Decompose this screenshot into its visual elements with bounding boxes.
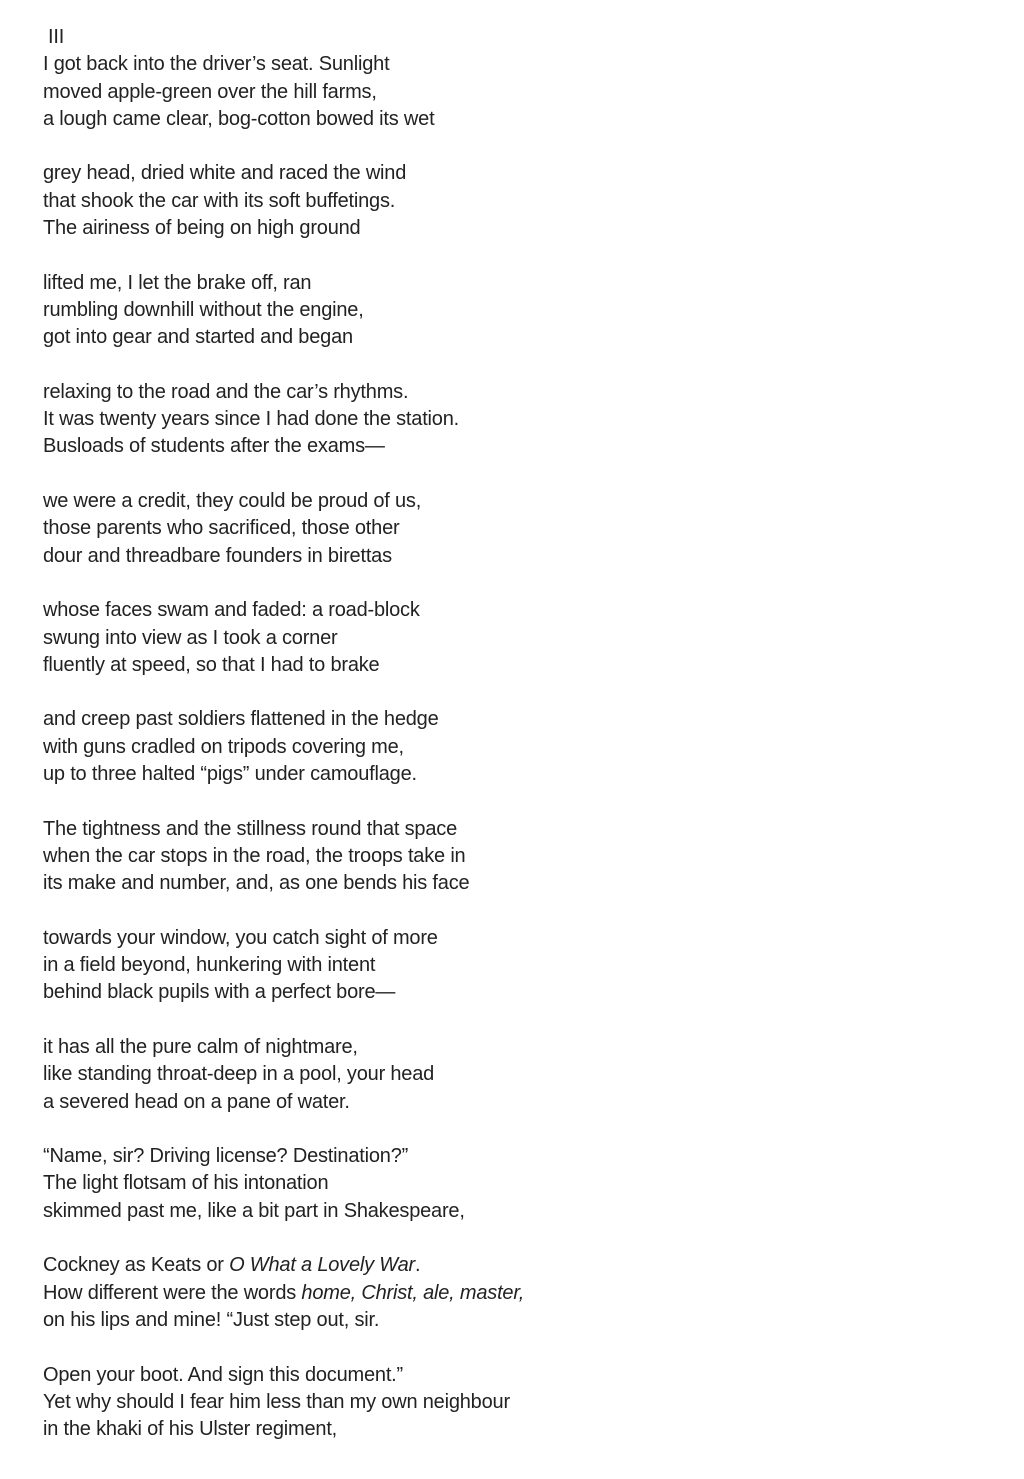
poem-line: got into gear and started and began <box>43 326 353 349</box>
poem-line <box>43 1280 1003 1307</box>
poem-line: dour and threadbare founders in birettas <box>43 544 392 567</box>
poem-line: whose faces swam and faded: a road-block <box>43 599 420 622</box>
poem-line: The tightness and the stillness round that space <box>43 817 457 840</box>
poem-text: Cockney as Keats or <box>43 1254 230 1277</box>
stanza-4 <box>43 379 1003 461</box>
stanza-2 <box>43 160 1003 242</box>
poem-line: fluently at speed, so that I had to brake <box>43 653 380 676</box>
poem-line: The light flotsam of his intonation <box>43 1172 329 1195</box>
stanza-6 <box>43 597 1003 679</box>
poem-line: its make and number, and, as one bends his face <box>43 872 470 895</box>
poem-line: a lough came clear, bog-cotton bowed its wet <box>43 107 435 130</box>
stanza-1 <box>43 51 1003 133</box>
poem-line: relaxing to the road and the car’s rhythms. <box>43 380 409 403</box>
italic-words: home, Christ, ale, master, <box>301 1281 525 1304</box>
stanza-12 <box>43 1252 1003 1334</box>
stanza-11 <box>43 1143 1003 1225</box>
poem-line: it has all the pure calm of nightmare, <box>43 1035 358 1058</box>
poem-line: Yet why should I fear him less than my own neighbour <box>43 1390 510 1413</box>
poem-line: Busloads of students after the exams— <box>43 435 385 458</box>
poem-line: I got back into the driver’s seat. Sunlight <box>43 53 390 76</box>
stanza-5 <box>43 488 1003 570</box>
poem-text: How different were the words <box>43 1281 302 1304</box>
poem-line: towards your window, you catch sight of more <box>43 926 438 949</box>
stanza-9 <box>43 925 1003 1007</box>
stanza-3 <box>43 270 1003 352</box>
poem-line: in a field beyond, hunkering with intent <box>43 954 376 977</box>
poem-line: with guns cradled on tripods covering me, <box>43 735 404 758</box>
poem-line: a severed head on a pane of water. <box>43 1090 350 1113</box>
poem-line: swung into view as I took a corner <box>43 626 338 649</box>
poem-line: that shook the car with its soft buffetings. <box>43 189 396 212</box>
poem-line: those parents who sacrificed, those other <box>43 517 400 540</box>
stanza-13 <box>43 1362 1003 1444</box>
poem-line: “Name, sir? Driving license? Destination?” <box>43 1145 409 1168</box>
poem-line: behind black pupils with a perfect bore— <box>43 981 396 1004</box>
poem-line: moved apple-green over the hill farms, <box>43 80 377 103</box>
poem-line: on his lips and mine! “Just step out, sir. <box>43 1308 380 1331</box>
poem-line: The airiness of being on high ground <box>43 217 361 240</box>
stanza-7 <box>43 706 1003 788</box>
section-title: III <box>48 26 65 48</box>
italic-title: O What a Lovely War <box>229 1254 415 1277</box>
stanza-8 <box>43 816 1003 898</box>
poem-line: like standing throat-deep in a pool, your head <box>43 1063 435 1086</box>
poem-line: we were a credit, they could be proud of us, <box>43 490 422 513</box>
poem-line <box>43 1252 1003 1279</box>
poem-line: when the car stops in the road, the troops take in <box>43 844 466 867</box>
poem-line: grey head, dried white and raced the wind <box>43 162 407 185</box>
poem-line: It was twenty years since I had done the station. <box>43 408 459 431</box>
poem-page <box>43 24 1003 1471</box>
poem-line: and creep past soldiers flattened in the hedge <box>43 708 439 731</box>
poem-line: up to three halted “pigs” under camouflage. <box>43 763 417 786</box>
poem-line: Open your boot. And sign this document.” <box>43 1363 403 1386</box>
stanza-10 <box>43 1034 1003 1116</box>
poem-line: lifted me, I let the brake off, ran <box>43 271 312 294</box>
poem-line: skimmed past me, like a bit part in Shakespeare, <box>43 1199 465 1222</box>
poem-line: rumbling downhill without the engine, <box>43 298 364 321</box>
poem-line: in the khaki of his Ulster regiment, <box>43 1418 338 1441</box>
poem-text: . <box>415 1254 421 1277</box>
